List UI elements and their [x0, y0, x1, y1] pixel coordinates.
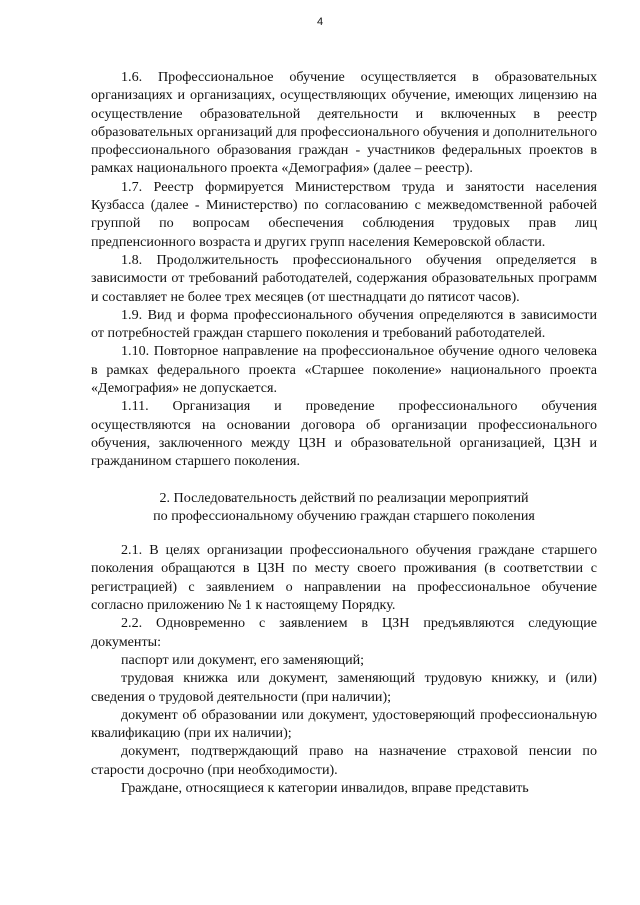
document-item-passport: паспорт или документ, его заменяющий; [121, 651, 365, 668]
document-item-work-record: трудовая книжка или документ, заменяющий трудовую книжку, и (или) сведения о трудовой деятельности (при наличии); [91, 670, 597, 705]
paragraph-1-10: 1.10. Повторное направление на профессиональное обучение одного человека в рамках федерального проекта «Старшее поколение» национального проекта «Демография» не допускается. [91, 343, 597, 397]
paragraph-1-7: 1.7. Реестр формируется Министерством труда и занятости населения Кузбасса (далее - Министерство) по согласованию с межведомственной рабочей группой по вопросам обеспечения соблюдения трудовых прав лиц предпенсионного возраста и других групп населения Кемеровской области. [91, 178, 597, 250]
section-2-heading-line-2: по профессиональному обучению граждан старшего поколения [153, 507, 535, 524]
section-2-heading [91, 489, 597, 526]
document-body [91, 68, 597, 797]
document-item-education: документ об образовании или документ, удостоверяющий профессиональную квалификацию (при их наличии); [91, 706, 597, 742]
page-number: 4 [316, 16, 324, 28]
section-2-heading-line-1: 2. Последовательность действий по реализации мероприятий [159, 489, 529, 506]
paragraph-disabled-citizens: Граждане, относящиеся к категории инвалидов, вправе представить [121, 779, 529, 796]
paragraph-1-6: 1.6. Профессиональное обучение осуществляется в образовательных организациях и организациях, осуществляющих обучение, имеющих лицензию на осуществление образовательной деятельности и включенных в реестр образовательных организаций для профессионального обучения и дополнительного профессионального образования граждан - участников федеральных проектов в рамках национального проекта «Демография» (далее – реестр). [91, 69, 597, 177]
paragraph-2-1: 2.1. В целях организации профессионального обучения граждане старшего поколения обращаются в ЦЗН по месту своего проживания (в соответствии с регистрацией) с заявлением о направлении на профессиональное обучение согласно приложению № 1 к настоящему Порядку. [91, 542, 597, 614]
paragraph-1-8: 1.8. Продолжительность профессионального обучения определяется в зависимости от требований работодателей, содержания образовательных программ и составляет не более трех месяцев (от шестнадцати до пятисот часов). [91, 251, 597, 305]
document-item-pension-right: документ, подтверждающий право на назначение страховой пенсии по старости досрочно (при необходимости). [91, 743, 597, 778]
paragraph-1-11: 1.11. Организация и проведение профессионального обучения осуществляются на основании договора об организации профессионального обучения, заключенного между ЦЗН и образовательной организацией, ЦЗН и гражданином старшего поколения. [91, 398, 597, 470]
paragraph-2-2: 2.2. Одновременно с заявлением в ЦЗН предъявляются следующие документы: [91, 615, 597, 650]
paragraph-1-9: 1.9. Вид и форма профессионального обучения определяются в зависимости от потребностей граждан старшего поколения и требований работодателей. [91, 306, 597, 342]
